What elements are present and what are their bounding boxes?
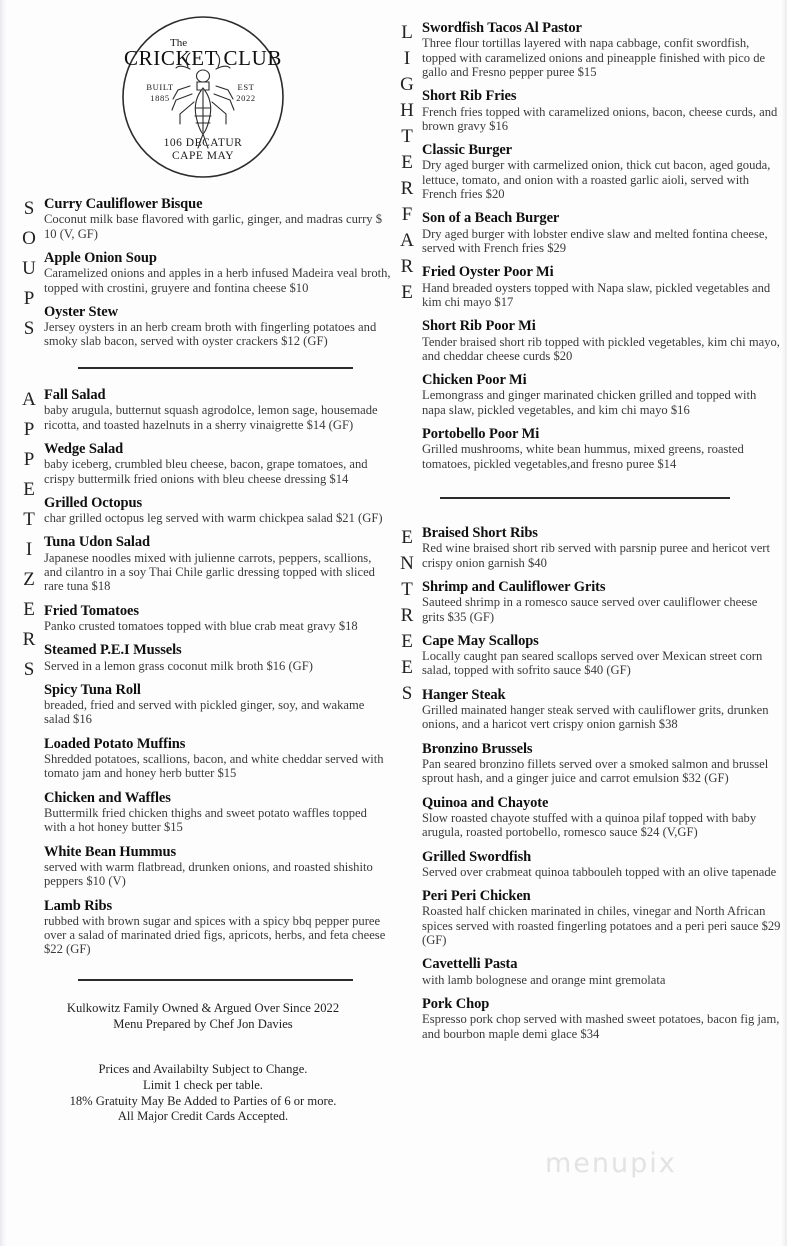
- vertical-letter: H: [400, 100, 414, 121]
- item-description: Jersey oysters in an herb cream broth with fingerling potatoes and smoky slab bacon, served with oyster crackers $12 (GF): [44, 320, 377, 349]
- item-name: Curry Cauliflower Bisque: [44, 196, 203, 212]
- item-name: Lamb Ribs: [44, 897, 112, 914]
- cricket-club-emblem: [118, 12, 288, 182]
- right-column: [392, 0, 782, 1041]
- entrees-vertical-label: [392, 525, 422, 710]
- item-name: Wedge Salad: [44, 440, 124, 457]
- vertical-letter: A: [22, 389, 36, 410]
- vertical-letter: E: [23, 479, 35, 500]
- menu-item[interactable]: [422, 372, 782, 417]
- entrees-items: [422, 525, 782, 1041]
- item-description: Tender braised short rib topped with pickled vegetables, kim chi mayo, and cheddar cheese curds $20: [422, 334, 780, 363]
- item-description: Buttermilk fried chicken thighs and sweet potato waffles topped with a hot honey butter $15: [44, 805, 367, 835]
- item-description: Japanese noodles mixed with julienne carrots, peppers, scallions, and cilantro in a soy Thai Chile garlic dressing topped with sliced rare tuna $18: [44, 550, 375, 594]
- page-left-edge-shadow: [0, 0, 7, 1246]
- menu-item[interactable]: [44, 495, 392, 526]
- item-description: Hand breaded oysters topped with Napa slaw, pickled vegetables and kim chi mayo $17: [422, 280, 771, 309]
- menu-item[interactable]: [422, 318, 782, 363]
- item-name: Chicken and Waffles: [44, 789, 171, 806]
- menu-item[interactable]: [44, 844, 392, 889]
- item-name: Steamed P.E.I Mussels: [44, 642, 182, 659]
- soups-items: [44, 196, 392, 349]
- menu-item[interactable]: [422, 849, 782, 880]
- menu-item[interactable]: [44, 250, 392, 295]
- item-name: Fall Salad: [44, 387, 106, 403]
- vertical-letter: T: [23, 509, 35, 530]
- vertical-letter: I: [403, 48, 411, 69]
- item-description: Red wine braised short rib served with parsnip puree and hericot vert crispy onion garnish $40: [422, 541, 770, 570]
- section-lighter-fare: [392, 20, 782, 471]
- item-description: Dry aged burger with lobster endive slaw and melted fontina cheese, served with French fries $29: [422, 226, 768, 256]
- menu-item[interactable]: [44, 898, 392, 957]
- menu-item[interactable]: [422, 956, 782, 987]
- ownership-footer: [14, 1001, 392, 1032]
- item-name: Cape May Scallops: [422, 632, 539, 649]
- menu-item[interactable]: [422, 142, 782, 201]
- item-description: Caramelized onions and apples in a herb infused Madeira veal broth, topped with crostini, gruyere and fontina cheese $10: [44, 266, 391, 295]
- menu-item[interactable]: [422, 996, 782, 1041]
- vertical-letter: P: [23, 288, 35, 309]
- item-description: Sauteed shrimp in a romesco sauce served over cauliflower cheese grits $35 (GF): [422, 595, 758, 624]
- item-description: breaded, fried and served with pickled ginger, soy, and wakame salad $16: [44, 698, 365, 727]
- vertical-letter: S: [401, 683, 413, 705]
- vertical-letter: T: [401, 126, 413, 147]
- vertical-letter: O: [22, 228, 36, 249]
- vertical-letter: L: [401, 22, 413, 43]
- vertical-letter: G: [400, 74, 414, 95]
- svg-text:106 DECATUR: 106 DECATUR: [163, 137, 243, 149]
- menu-item[interactable]: [44, 790, 392, 835]
- item-name: Fried Tomatoes: [44, 602, 139, 619]
- vertical-letter: E: [401, 152, 413, 173]
- item-name: Fried Oyster Poor Mi: [422, 264, 554, 281]
- item-description: rubbed with brown sugar and spices with a spicy bbq pepper puree over a salad of marinated dried figs, apricots, herbs, and feta cheese $22 (GF): [44, 913, 386, 957]
- footer-line: Limit 1 check per table.: [143, 1078, 263, 1092]
- item-name: Short Rib Poor Mi: [422, 318, 536, 335]
- item-description: baby iceberg, crumbled bleu cheese, bacon, grape tomatoes, and crispy buttermilk fried onions with bleu cheese dressing $14: [44, 457, 368, 486]
- menu-item[interactable]: [422, 795, 782, 840]
- vertical-letter: S: [23, 659, 35, 680]
- menu-item[interactable]: [44, 682, 392, 727]
- item-name: Portobello Poor Mi: [422, 426, 540, 443]
- item-description: Grilled mainated hanger steak served with cauliflower grits, drunken onions, and a haricot vert crispy onion garnish $38: [422, 703, 769, 732]
- item-name: Chicken Poor Mi: [422, 372, 527, 389]
- item-description: Espresso pork chop served with mashed sweet potatoes, bacon fig jam, and bourbon maple demi glace $34: [422, 1012, 780, 1041]
- item-name: Bronzino Brussels: [422, 740, 533, 757]
- item-name: Shrimp and Cauliflower Grits: [422, 578, 606, 595]
- left-column: [14, 0, 392, 1125]
- item-name: Hanger Steak: [422, 686, 506, 703]
- item-description: baby arugula, butternut squash agrodolce, lemon sage, housemade ricotta, and toasted hazelnuts in a sherry vinaigrette $14 (GF): [44, 403, 378, 432]
- menu-item[interactable]: [422, 525, 782, 570]
- footer-line: All Major Credit Cards Accepted.: [117, 1109, 289, 1124]
- section-divider: [78, 367, 353, 369]
- svg-text:BUILT: BUILT: [146, 82, 174, 92]
- cricket-logo-svg: [118, 12, 288, 182]
- menu-item[interactable]: [422, 888, 782, 947]
- item-description: char grilled octopus leg served with warm chickpea salad $21 (GF): [44, 511, 383, 526]
- appetizers-items: [44, 387, 392, 957]
- menu-item[interactable]: [422, 20, 782, 79]
- vertical-letter: I: [25, 539, 33, 560]
- item-description: with lamb bolognese and orange mint gremolata: [422, 972, 666, 987]
- menu-item[interactable]: [44, 387, 392, 432]
- vertical-letter: R: [400, 178, 414, 199]
- vertical-letter: P: [23, 449, 35, 470]
- item-name: Grilled Octopus: [44, 494, 142, 511]
- vertical-letter: Z: [23, 569, 35, 590]
- item-name: White Bean Hummus: [44, 843, 177, 860]
- vertical-letter: R: [400, 256, 414, 277]
- section-appetizers: [14, 387, 392, 957]
- item-name: Braised Short Ribs: [422, 525, 538, 542]
- lighter-fare-vertical-label: [392, 20, 422, 309]
- item-name: Swordfish Tacos Al Pastor: [422, 20, 582, 36]
- item-description: Served over crabmeat quinoa tabbouleh topped with an olive tapenade: [422, 864, 777, 879]
- item-name: Classic Burger: [422, 142, 513, 159]
- item-name: Apple Onion Soup: [44, 249, 157, 266]
- footer-line: Prices and Availabilty Subject to Change.: [98, 1062, 308, 1077]
- item-description: Roasted half chicken marinated in chiles, vinegar and North African spices served with roasted fingerling potatoes and a peri peri sauce $29 (GF): [422, 904, 781, 948]
- item-description: Panko crusted tomatoes topped with blue crab meat gravy $18: [44, 618, 358, 633]
- vertical-letter: S: [23, 198, 35, 219]
- page-right-edge-shadow: [782, 0, 787, 1246]
- vertical-letter: E: [23, 599, 35, 620]
- menu-item[interactable]: [422, 633, 782, 678]
- vertical-letter: T: [401, 579, 413, 601]
- item-name: Grilled Swordfish: [422, 848, 532, 865]
- soups-vertical-label: [14, 196, 44, 349]
- restaurant-logo: [14, 0, 392, 182]
- svg-text:The: The: [170, 37, 188, 49]
- menu-item[interactable]: [44, 534, 392, 593]
- menu-item[interactable]: [422, 426, 782, 471]
- menu-item[interactable]: [44, 642, 392, 673]
- item-name: Son of a Beach Burger: [422, 210, 560, 227]
- lighter-fare-items: [422, 20, 782, 471]
- item-name: Cavettelli Pasta: [422, 956, 518, 973]
- menu-item[interactable]: [422, 579, 782, 624]
- appetizers-vertical-label: [14, 387, 44, 690]
- footer-line: Kulkowitz Family Owned & Argued Over Since 2022: [66, 1000, 340, 1015]
- vertical-letter: R: [22, 629, 36, 650]
- item-description: served with warm flatbread, drunken onions, and roasted shishito peppers $10 (V): [44, 859, 373, 889]
- item-description: Coconut milk base flavored with garlic, ginger, and madras curry $ 10 (V, GF): [44, 212, 383, 241]
- menu-item[interactable]: [44, 603, 392, 634]
- item-description: Three flour tortillas layered with napa cabbage, confit swordfish, topped with caramelized onions and pineapple finished with pico de gallo and Fresno pepper puree $15: [422, 36, 766, 79]
- item-name: Pork Chop: [422, 996, 490, 1013]
- vertical-letter: A: [400, 230, 414, 251]
- section-soups: [14, 196, 392, 349]
- vertical-letter: N: [400, 553, 414, 575]
- item-name: Peri Peri Chicken: [422, 888, 531, 905]
- menu-item[interactable]: [44, 736, 392, 781]
- menu-item[interactable]: [44, 441, 392, 486]
- menu-item[interactable]: [422, 741, 782, 786]
- vertical-letter: E: [401, 282, 413, 303]
- item-description: French fries topped with caramelized onions, bacon, cheese curds, and brown gravy $16: [422, 104, 778, 133]
- menu-item[interactable]: [422, 264, 782, 309]
- policy-footer: [14, 1062, 392, 1125]
- svg-text:CAPE MAY: CAPE MAY: [171, 150, 235, 162]
- vertical-letter: U: [22, 258, 36, 279]
- menu-item[interactable]: [422, 210, 782, 255]
- vertical-letter: E: [401, 631, 413, 653]
- vertical-letter: F: [401, 204, 413, 225]
- item-description: Locally caught pan seared scallops served over Mexican street corn salad, topped with sofrito sauce $40 (GF): [422, 649, 763, 678]
- svg-text:EST: EST: [237, 82, 255, 92]
- svg-text:2022: 2022: [236, 93, 256, 103]
- vertical-letter: E: [401, 657, 413, 679]
- item-name: Loaded Potato Muffins: [44, 735, 186, 752]
- vertical-letter: P: [23, 419, 35, 440]
- section-divider: [440, 497, 730, 499]
- item-description: Lemongrass and ginger marinated chicken grilled and topped with napa slaw, pickled vegetables, and kim chi mayo $16: [422, 388, 757, 417]
- menupix-watermark: menupix: [545, 1148, 677, 1179]
- item-description: Dry aged burger with carmelized onion, thick cut bacon, aged gouda, lettuce, tomato, and onion with a roasted garlic aioli, served with French fries $20: [422, 158, 771, 202]
- item-name: Oyster Stew: [44, 303, 118, 320]
- vertical-letter: S: [23, 318, 35, 339]
- menu-item[interactable]: [44, 304, 392, 349]
- menu-item[interactable]: [422, 687, 782, 732]
- vertical-letter: R: [400, 605, 414, 627]
- menu-item[interactable]: [422, 88, 782, 133]
- menu-item[interactable]: [44, 196, 392, 241]
- svg-text:CRICKET CLUB: CRICKET CLUB: [124, 46, 282, 70]
- item-name: Spicy Tuna Roll: [44, 681, 141, 698]
- item-description: Slow roasted chayote stuffed with a quinoa pilaf topped with baby arugula, roasted portobello, romesco sauce $24 (V,GF): [422, 810, 757, 840]
- section-entrees: [392, 525, 782, 1041]
- item-description: Served in a lemon grass coconut milk broth $16 (GF): [44, 658, 313, 673]
- footer-line: 18% Gratuity May Be Added to Parties of 6 or more.: [69, 1093, 337, 1108]
- item-name: Short Rib Fries: [422, 88, 517, 105]
- item-name: Tuna Udon Salad: [44, 534, 150, 551]
- footer-divider: [78, 979, 353, 981]
- svg-text:1885: 1885: [150, 93, 170, 103]
- vertical-letter: E: [401, 527, 413, 549]
- item-description: Shredded potatoes, scallions, bacon, and white cheddar served with tomato jam and honey herb butter $15: [44, 752, 384, 781]
- item-name: Quinoa and Chayote: [422, 794, 549, 811]
- footer-line: Menu Prepared by Chef Jon Davies: [113, 1016, 293, 1031]
- item-description: Grilled mushrooms, white bean hummus, mixed greens, roasted tomatoes, pickled vegetables,and fresno puree $14: [422, 442, 744, 471]
- item-description: Pan seared bronzino fillets served over a smoked salmon and brussel sprout hash, and a ginger juice and carrot emulsion $32 (GF): [422, 756, 769, 786]
